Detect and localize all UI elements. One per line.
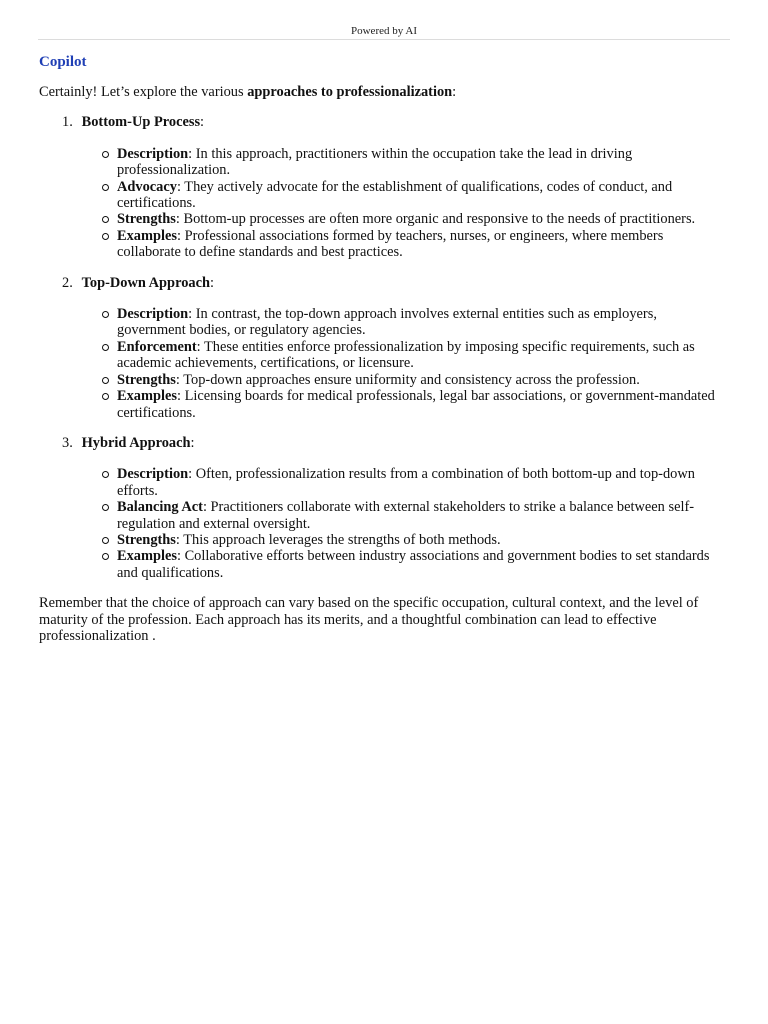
item-term: Description xyxy=(117,306,189,323)
intro-prefix: Certainly! Let’s explore the various xyxy=(39,84,248,100)
item-text: : Bottom-up processes are often more organic and responsive to the needs of practitioners. xyxy=(175,211,696,228)
list-item xyxy=(117,532,729,548)
list-item xyxy=(117,499,729,532)
section-hybrid xyxy=(62,434,729,581)
item-term: Examples xyxy=(117,388,177,405)
circle-bullet-icon xyxy=(102,537,109,544)
item-term: Description xyxy=(117,145,189,162)
list-item xyxy=(117,372,729,388)
item-term: Strengths xyxy=(117,531,176,548)
circle-bullet-icon xyxy=(102,311,109,318)
circle-bullet-icon xyxy=(102,184,109,191)
item-term: Balancing Act xyxy=(117,499,203,516)
section-number: 3. xyxy=(62,434,73,451)
item-term: Examples xyxy=(117,227,177,244)
item-text: : This approach leverages the strengths of both methods. xyxy=(175,531,501,548)
list-item xyxy=(117,228,729,261)
item-term: Advocacy xyxy=(117,178,177,195)
intro-bold: approaches to professionalization xyxy=(247,84,453,100)
item-text: : They actively advocate for the establishment of qualifications, codes of conduct, and certifications. xyxy=(117,178,673,212)
list-item xyxy=(117,146,729,179)
copilot-title: Copilot xyxy=(39,54,87,70)
list-item xyxy=(117,548,729,581)
circle-bullet-icon xyxy=(102,393,109,400)
section-heading: 3. Hybrid Approach: xyxy=(62,434,195,451)
item-term: Description xyxy=(117,466,189,483)
item-text: : In this approach, practitioners within the occupation take the lead in driving professionalization. xyxy=(117,145,633,179)
section-title: Hybrid Approach xyxy=(81,434,191,451)
section-bottom-up xyxy=(62,114,729,261)
section-details xyxy=(78,466,729,581)
closing-paragraph: Remember that the choice of approach can vary based on the specific occupation, cultural context, and the level of maturity of the profession. Each approach has its merits, and a thoughtful combination can lead to effective professionalization . xyxy=(39,595,699,644)
section-details xyxy=(78,146,729,261)
circle-bullet-icon xyxy=(102,553,109,560)
powered-by-header: Powered by AI xyxy=(38,24,730,40)
response-content xyxy=(39,53,729,644)
circle-bullet-icon xyxy=(102,504,109,511)
item-text: : In contrast, the top-down approach involves external entities such as employers, government bodies, or regulatory agencies. xyxy=(117,306,657,339)
section-number: 2. xyxy=(62,274,73,291)
list-item xyxy=(117,211,729,227)
section-title: Top-Down Approach xyxy=(81,274,210,291)
item-term: Strengths xyxy=(117,211,176,228)
item-text: : Professional associations formed by teachers, nurses, or engineers, where members collaborate to define standards and best practices. xyxy=(117,227,664,261)
section-heading: 1. Bottom-Up Process: xyxy=(62,114,205,131)
item-text: : Practitioners collaborate with external stakeholders to strike a balance between self-regulation and external oversight. xyxy=(117,499,695,532)
section-title: Bottom-Up Process xyxy=(81,114,201,131)
item-term: Enforcement xyxy=(117,338,197,355)
item-text: : Licensing boards for medical professionals, legal bar associations, or government-mandated certifications. xyxy=(117,388,715,421)
circle-bullet-icon xyxy=(102,471,109,478)
item-text: : Collaborative efforts between industry associations and government bodies to set standards and qualifications. xyxy=(117,548,710,581)
list-item xyxy=(117,339,729,372)
item-text: : Top-down approaches ensure uniformity and consistency across the profession. xyxy=(175,371,640,388)
intro-suffix: : xyxy=(452,84,457,100)
section-heading: 2. Top-Down Approach: xyxy=(62,274,214,291)
section-number: 1. xyxy=(62,114,73,131)
list-item xyxy=(117,179,729,212)
circle-bullet-icon xyxy=(102,233,109,240)
circle-bullet-icon xyxy=(102,377,109,384)
section-details xyxy=(78,306,729,421)
list-item xyxy=(117,306,729,339)
list-item xyxy=(117,388,729,421)
item-term: Examples xyxy=(117,548,177,565)
item-term: Strengths xyxy=(117,371,176,388)
circle-bullet-icon xyxy=(102,216,109,223)
list-item xyxy=(117,466,729,499)
circle-bullet-icon xyxy=(102,151,109,158)
approaches-list xyxy=(39,114,729,581)
circle-bullet-icon xyxy=(102,344,109,351)
intro-paragraph xyxy=(39,84,729,100)
item-text: : These entities enforce professionalization by imposing specific requirements, such as academic achievements, certifications, or licensure. xyxy=(117,338,695,372)
section-top-down xyxy=(62,274,729,421)
item-text: : Often, professionalization results from a combination of both bottom-up and top-down efforts. xyxy=(117,466,695,499)
